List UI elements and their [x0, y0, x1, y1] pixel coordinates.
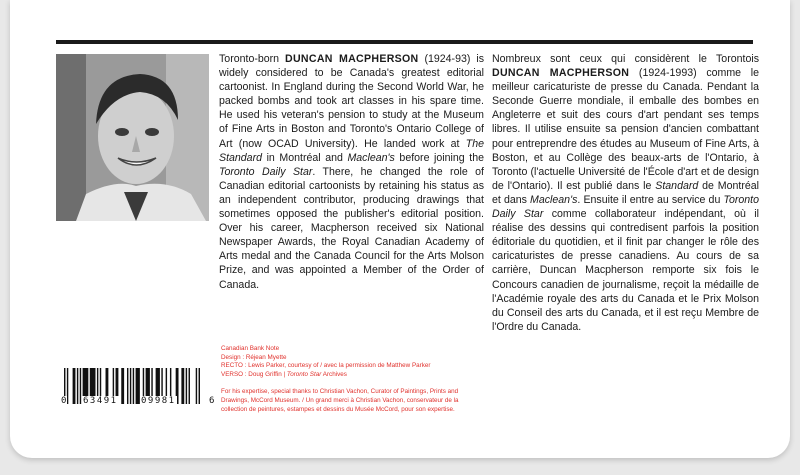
- fr-text-3: de Montréal et dans: [492, 179, 759, 206]
- fr-text-5: comme collaborateur indépendant, où il réalise des dessins qui contredisent parfois la position éditoriale du quotidien, et il finit par changer le rôle des caricaturistes de presse canadiens. Au cours de sa carrière, Duncan Macpherson remporte six fois le Concours canadien de journalisme, reçoit la médaille de l'Académie royale des arts du Canada et le Prix Molson du Conseil des arts du Canada, et il est reçu Membre de l'Ordre du Canada.: [492, 208, 759, 333]
- top-rule: [56, 40, 753, 44]
- barcode-left-digit: 0: [61, 396, 67, 406]
- english-biography: [219, 52, 484, 292]
- credit-verso-text: VERSO : Doug Griffin |: [221, 370, 287, 378]
- credit-verso-publication: Toronto Star: [286, 370, 322, 378]
- barcode-bar: [80, 368, 81, 404]
- stamp-info-card: [10, 0, 790, 458]
- en-text-1: Toronto-born: [219, 53, 286, 65]
- en-text-2: (1924-93) is widely considered to be Canada's greatest editorial cartoonist. In England during the Second World War, he packed bombs and took art classes in his spare time. He used his veteran's pension to study at the Museum of Fine Arts in Boston and Toronto's Ontario College of Art (now OCAD University). He landed work at: [219, 53, 484, 150]
- barcode-bar: [196, 368, 197, 404]
- barcode-bar: [73, 368, 76, 404]
- credit-thanks: For his expertise, special thanks to Christian Vachon, Curator of Paintings, Prints and Drawings, McCord Museum. / Un grand merci à Christian Vachon, conservateur de la collection de peintures, estampes et dessins du Musée McCord, pour son expertise.: [221, 388, 459, 413]
- fr-text-4: . Ensuite il entre au service du: [577, 193, 724, 206]
- credit-verso-suffix: Archives: [321, 370, 347, 378]
- en-publication-star: Toronto Daily Star: [219, 165, 313, 178]
- en-text-3: in Montréal and: [262, 151, 348, 164]
- fr-person-name: DUNCAN MACPHERSON: [492, 67, 630, 80]
- barcode-bar: [199, 368, 200, 404]
- credit-recto: RECTO : Lewis Parker, courtesy of / avec la permission de Matthew Parker: [221, 362, 431, 370]
- barcode-right-digit: 6: [209, 396, 215, 406]
- portrait-illustration: [56, 54, 209, 221]
- barcode-group-2: 09981: [141, 396, 176, 406]
- en-text-4: before joining the: [394, 151, 484, 164]
- barcode-bar: [127, 368, 128, 404]
- barcode-bar: [121, 368, 124, 404]
- en-publication-macleans: Maclean's: [347, 151, 395, 164]
- barcode-bar: [77, 368, 78, 404]
- en-person-name: DUNCAN MACPHERSON: [285, 53, 419, 65]
- portrait-photo: [56, 54, 209, 221]
- fr-publication-macleans: Maclean's: [530, 193, 578, 206]
- credit-design: Design : Réjean Myette: [221, 353, 287, 361]
- barcode-bar: [181, 368, 184, 404]
- credit-verso: [221, 371, 486, 380]
- fr-text-1: Nombreux sont ceux qui considèrent le Torontois: [492, 53, 759, 65]
- barcode-bar: [186, 368, 187, 404]
- fr-publication-standard: Standard: [655, 179, 699, 192]
- barcode-bar: [130, 368, 131, 404]
- french-biography: [492, 52, 759, 334]
- barcode-bar: [133, 368, 134, 404]
- en-text-5: . There, he changed the role of Canadian editorial cartoonists by retaining his status as an independent contributor, producing drawings that sometimes opposed the publisher's editorial position. Over his career, Macpherson received six National Newspaper Awards, the Royal Canadian Academy of Arts medal and the Canada Council for the Arts Molson Prize, and was appointed a Member of the Order of Canada.: [219, 165, 484, 291]
- barcode-bar: [189, 368, 190, 404]
- fr-publication-star: Toronto Daily Star: [492, 193, 759, 221]
- credit-printer: Canadian Bank Note: [221, 345, 280, 352]
- en-publication-standard: The Standard: [219, 137, 484, 164]
- credits-block: [221, 345, 486, 414]
- fr-text-2: (1924-1993) comme le meilleur caricaturiste de presse du Canada. Pendant la Seconde Guerre mondiale, il emballe des bombes en Angleterre et suit des cours d'art pendant ses temps libres. Il utilise ensuite sa pension d'ancien combattant pour entreprendre des études au Museum of Fine Arts, à Boston, et au Collège des beaux-arts de l'Ontario, à Toronto (l'actuelle Université de l'École d'art et de design de l'Ontario). Il est publié dans le: [492, 67, 759, 192]
- barcode-group-1: 63491: [83, 396, 118, 406]
